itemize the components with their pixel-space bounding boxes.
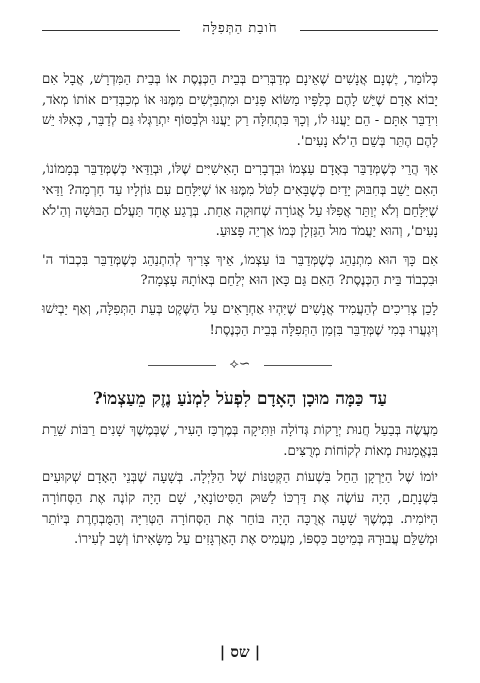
paragraph-1: כְּלוֹמַר, יֶשְׁנָם אֲנָשִׁים שֶׁאֵינָם מְדַבְּרִים בְּבֵית הַכְּנֶסֶת אוֹ בְּבֵית הַמִּדְרָשׁ, אֲבָל אִם יָבוֹא אָדָם שֶׁיֵּשׁ לָהֶם כְּלַפָּיו מַשּׂוֹא פָּנִים וּמִתְבַּיְּשִׁים מִמֶּנּוּ אוֹ מְכַבְּדִים אוֹתוֹ מְאֹד, וִידַבֵּר אִתָּם - הֵם יַעֲנוּ לוֹ, וְכָךְ בִּתְחִלָּה רַק יַעֲנוּ וּלְבַסּוֹף יִתְרַגְּלוּ גַּם לְדַבֵּר, כְּאִלּוּ יֵשׁ לָהֶם הֶתֵּר בְּשֵׁם הַ'לֹא נָעִים'.	[42, 72, 438, 149]
header-rule-left	[42, 30, 180, 31]
running-header	[0, 18, 480, 42]
section-heading: עַד כַּמָּה מוּכָן הָאָדָם לִפְעֹל לִמְנֹעַ נֶזֶק מֵעַצְמוֹ?	[92, 389, 388, 410]
header-rule-right	[300, 30, 438, 31]
paragraph-3: אִם כָּךְ הוּא מִתְנַהֵג כְּשֶׁמְּדַבֵּר בּוֹ עַצְמוֹ, אֵיךְ צָרִיךְ לְהִתְנַהֵג כְּשֶׁמְּדַבֵּר בִּכְבוֹד ה' וּבִכְבוֹד בֵּית הַכְּנֶסֶת? הַאִם גַּם כָּאן הוּא יְלַחֵם בְּאוֹתָהּ עָצְמָה?	[42, 252, 438, 289]
divider-ornament: ⟡∽	[229, 356, 251, 373]
page-number: | שס |	[219, 643, 261, 661]
section-divider	[42, 349, 438, 381]
header-title: חֹובַת הַתְּפִלָּה	[202, 21, 278, 36]
divider-rule-left	[148, 365, 216, 366]
section-paragraph-2: יוֹמוֹ שֶׁל הַיַּרְקָן הֵחֵל בִּשְׁעוֹת הַקְּטַנּוֹת שֶׁל הַלַּיְלָה. בְּשָׁעָה שֶׁבְּנֵי הָאָדָם שְׁקוּעִים בִּשְׁנָתָם, הָיָה עוֹשֶׂה אֶת דַּרְכּוֹ לַשּׁוּק הַסִּיטוֹנָאִי, שָׁם הָיָה קוֹנֶה אֶת הַסְּחוֹרָה הַיּוֹמִית. בְּמֶשֶׁךְ שָׁעָה אֲרֻכָּה הָיָה בּוֹחֵר אֶת הַסְּחוֹרָה הַטְּרִיָּה וְהַמֻּבְחֶרֶת בְּיוֹתֵר וּמְשַׁלֵּם עֲבוּרָהּ בְּמֵיטַב כַּסְפּוֹ, מַעֲמִיס אֶת הָאַרְגָּזִים עַל מַשָּׂאִיתוֹ וְשָׁב לְעִירוֹ.	[42, 470, 438, 548]
page-body	[42, 70, 438, 559]
divider-rule-right	[264, 365, 332, 366]
section-paragraph-1: מַעֲשֶׂה בְּבַעַל חֲנוּת יְרָקוֹת גְּדוֹלָה וּוַתִּיקָה בְּמֶרְכַּז הָעִיר, שֶׁבְּמֶשֶׁךְ שָׁנִים רַבּוֹת שֵׁרֵת בִּנֶאֱמָנוּת מְאוֹת לְקוֹחוֹת מְרֻצִּים.	[42, 423, 438, 459]
paragraph-2: אַךְ הֲרֵי כְּשֶׁמְּדַבֵּר בְּאָדָם עַצְמוֹ וּבִדְבָרִים הָאִישִׁיִּים שֶׁלּוֹ, וּבְוַדַּאי כְּשֶׁמְּדַבֵּר בְּמָמוֹנוֹ, הַאִם יֵשֵׁב בְּחִבּוּק יָדַיִם כְּשֶׁבָּאִים לִטֹּל מִמֶּנּוּ אוֹ שֶׁיִּלָּחֵם עִם גּוֹזְלָיו עַד חָרְמָה? וַדַּאי שֶׁיִּלָּחֵם וְלֹא יְוַתֵּר אֲפִלּוּ עַל אֲגוֹרָה שְׁחוּקָה אַחַת. בְּרֶגַע אֶחָד תַּעֲלֹם הַבּוּשָׁה וְהַ'לֹא נָעִים', וְהוּא יַעֲמֹד מוּל הַגַּזְלָן כְּמוֹ אַרְיֵה פָּצוּעַ.	[42, 162, 438, 240]
paragraph-4: לָכֵן צְרִיכִים לְהַעֲמִיד אֲנָשִׁים שֶׁיִּהְיוּ אַחְרָאִים עַל הַשֶּׁקֶט בְּעֵת הַתְּפִלָּה, וְאַף יַבְיִשׁוּ וְיִגְעֲרוּ בְּמִי שֶׁמְּדַבֵּר בִּזְמַן הַתְּפִלָּה בְּבֵית הַכְּנֶסֶת!	[42, 301, 438, 338]
